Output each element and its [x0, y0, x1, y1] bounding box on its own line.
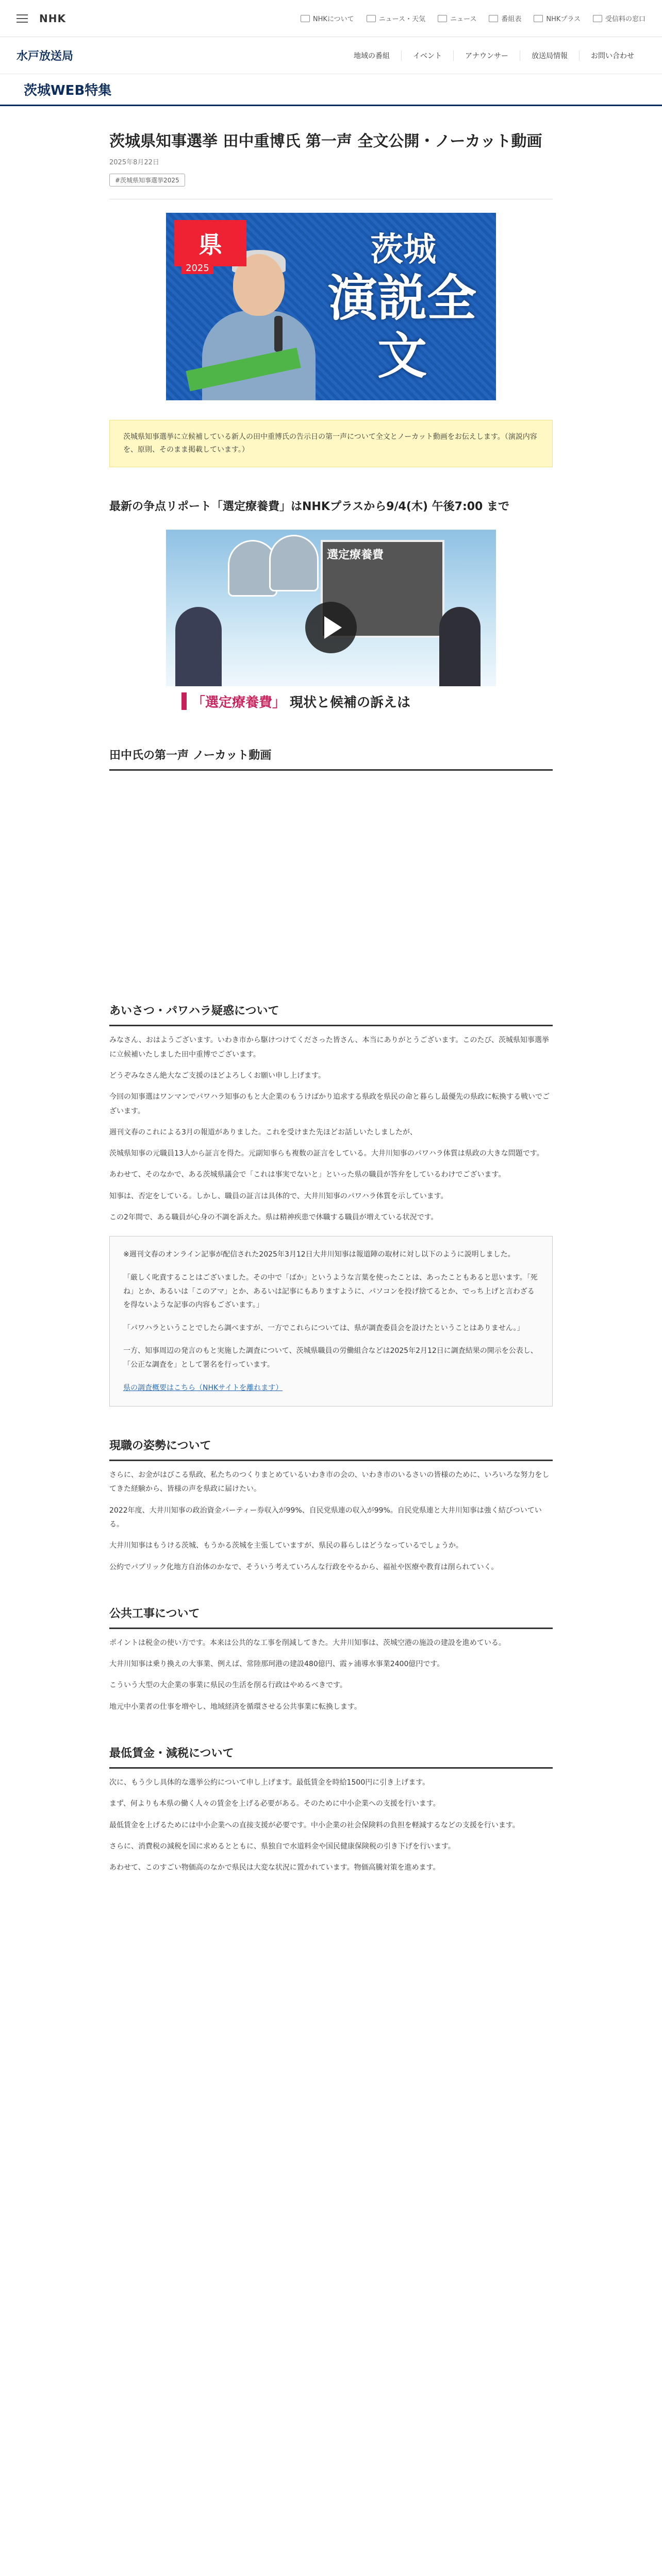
hero-image: [166, 213, 496, 400]
tv-guide-icon: [489, 15, 498, 22]
speech-video[interactable]: [109, 786, 553, 972]
newspaper-icon: [438, 15, 447, 22]
paragraph: どうぞみなさん絶大なご支援のほどよろしくお願い申し上げます。: [109, 1071, 325, 1080]
paragraph: 最低賃金を上げるためには中小企業への直接支援が必要です。中小企業の社会保険料の負担を軽減するなどの支援を行います。: [109, 1821, 520, 1829]
pref-badge: 県: [174, 220, 246, 266]
article-date: 2025年8月22日: [109, 159, 159, 166]
menu-icon[interactable]: [16, 14, 28, 23]
paragraph: 茨城県知事の元職員13人から証言を得た。元副知事らも複数の証言をしている。大井川知事のパワハラ体質は県政の大きな問題です。: [109, 1149, 544, 1158]
promo-video[interactable]: [166, 530, 496, 716]
nhk-plus-icon: [534, 15, 543, 22]
microphone-icon: [274, 316, 283, 352]
section-heading: あいさつ・パワハラ疑惑について: [109, 1003, 553, 1026]
paragraph: さらに、お金がはびこる県政、私たちのつくりまとめているいわき市の会の、いわき市のいるさいの皆様のために、いろいろな努力をしてきた経験から、皆様の声を県政に届けたい。: [109, 1471, 550, 1494]
paragraph: さらに、消費税の減税を国に求めるとともに、県独自で水道料金や国民健康保険税の引き下げを行います。: [109, 1842, 455, 1851]
intro-box: 茨城県知事選挙に立候補している新人の田中重博氏の告示日の第一声について全文とノーカット動画をお伝えします。（演説内容を、原則、そのまま掲載しています。）: [109, 420, 553, 467]
util-item-nhk-plus[interactable]: NHKプラス: [534, 13, 581, 23]
paragraph: 今回の知事選はワンマンでパワハラ知事のもと大企業のもうけばかり追求する県政を県民の命と暮らし最優先の県政に転換する戦いでございます。: [109, 1093, 550, 1115]
article-tag[interactable]: #茨城県知事選挙2025: [109, 174, 185, 187]
promo-heading: 最新の争点リポート「選定療養費」はNHKプラスから9/4(木) 午後7:00 まで: [109, 500, 510, 514]
quote-note: ※週刊文春のオンライン記事が配信された2025年3月12日大井川知事は報道陣の取材に対し以下のように説明しました。: [123, 1250, 515, 1259]
util-item-about[interactable]: NHKについて: [301, 13, 354, 23]
video-caption: 「選定療養費」 現状と候補の訴えは: [166, 686, 496, 716]
paragraph: 知事は、否定をしている。しかし、職員の証言は具体的で、大井川知事のパワハラ体質を示しています。: [109, 1192, 448, 1200]
nhk-logo[interactable]: NHK: [39, 12, 66, 25]
nav-contact[interactable]: お問い合わせ: [579, 50, 646, 61]
hero-year: 2025: [181, 262, 213, 274]
station-header: [0, 37, 662, 74]
util-item-news-weather[interactable]: ニュース・天気: [367, 13, 425, 23]
receipt-icon: [593, 15, 602, 22]
external-link[interactable]: 県の調査概要はこちら（NHKサイトを離れます）: [123, 1383, 283, 1392]
paragraph: 大井川知事はもうける茨城、もうかる茨城を主張していますが、県民の暮らしはどうなっているでしょうか。: [109, 1541, 463, 1550]
paragraph: あわせて、そのなかで、ある茨城県議会で「これは事実でないと」といった県の職員が答弁をしているわけでございます。: [109, 1171, 506, 1179]
top-header: [0, 0, 662, 37]
paragraph: 週刊文春のこれによる3月の報道がありました。これを受けまた先ほどお話しいたしましたが、: [109, 1128, 417, 1137]
nav-programs[interactable]: 地域の番組: [354, 52, 390, 60]
nhk-icon: [301, 15, 310, 22]
hero-pref-name: 茨城: [370, 231, 436, 269]
news-icon: [367, 15, 376, 22]
hero-headline: 演説全文: [328, 269, 476, 385]
play-icon[interactable]: [305, 602, 357, 653]
paragraph: こういう大型の大企業の事業に県民の生活を削る行政はやめるべきです。: [109, 1681, 347, 1690]
section-heading: 最低賃金・減税について: [109, 1745, 553, 1769]
quote-footer: 一方、知事周辺の発言のもと実施した調査について、茨城県職員の労働組合などは2025年2月12日に調査結果の開示を公表し、「公正な調査を」として署名を行っています。: [123, 1347, 538, 1369]
section-title-bar: [0, 74, 662, 106]
article-title: 茨城県知事選挙 田中重博氏 第一声 全文公開・ノーカット動画: [109, 132, 542, 150]
util-item-news[interactable]: ニュース: [438, 13, 476, 23]
paragraph: 地元中小業者の仕事を増やし、地域経済を循環させる公共事業に転換します。: [109, 1702, 361, 1711]
nav-events[interactable]: イベント: [401, 50, 453, 61]
section-heading: 公共工事について: [109, 1605, 553, 1629]
paragraph: この2年間で、ある職員が心身の不調を訴えた。県は精神疾患で休職する職員が増えている状況です。: [109, 1213, 438, 1222]
nav-station-info[interactable]: 放送局情報: [520, 50, 579, 61]
article: [109, 106, 553, 1875]
util-item-receipt[interactable]: 受信料の窓口: [593, 13, 646, 23]
paragraph: あわせて、このすごい物価高のなかで県民は大変な状況に置かれています。物価高騰対策を進めます。: [109, 1863, 440, 1872]
paragraph: まず、何よりも本県の働く人々の賃金を上げる必要がある。そのために中小企業への支援を行います。: [109, 1800, 440, 1808]
quote-text: 「厳しく叱責することはございました。その中で「ばか」というような言葉を使ったことは、あったこともあると思います。「死ね」とか、あるいは「このアマ」とか、あるいは記事にもありますように、パソコンを投げ捨てるとか、でっち上げと言わざるを得ないような記事の内容もございます。」: [123, 1273, 538, 1310]
speech-video-heading: 田中氏の第一声 ノーカット動画: [109, 747, 553, 771]
section-title[interactable]: 茨城WEB特集: [24, 83, 112, 98]
paragraph: 大井川知事は乗り換えの大事業、例えば、常陸那珂港の建設480億円、霞ヶ浦導水事業2400億円です。: [109, 1660, 444, 1669]
video-screen-title: 選定療養費: [327, 549, 384, 562]
station-name[interactable]: 水戸放送局: [16, 50, 74, 63]
nav-announcers[interactable]: アナウンサー: [453, 50, 520, 61]
paragraph: 2022年度、大井川知事の政治資金パーティー券収入が99%、自民党県連の収入が99%。自民党県連と大井川知事は強く結びついている。: [109, 1506, 542, 1529]
section-heading: 現職の姿勢について: [109, 1437, 553, 1461]
util-item-tv-guide[interactable]: 番組表: [489, 13, 521, 23]
paragraph: ポイントは税金の使い方です。本来は公共的な工事を削減してきた。大井川知事は、茨城空港の施設の建設を進めている。: [109, 1638, 506, 1647]
quote-text-2: 「パワハラということでしたら調べますが、一方でこれらについては、県が調査委員会を設けたということはありません。」: [123, 1324, 524, 1332]
paragraph: みなさん、おはようございます。いわき市から駆けつけてくださった皆さん、本当にありがとうございます。このたび、茨城県知事選挙に立候補いたしました田中重博でございます。: [109, 1036, 549, 1059]
paragraph: 公約でパブリック化地方自治体のかなで、そういう考えていろんな行政をやるから、福祉や医療や教育は削られていく。: [109, 1563, 499, 1571]
station-nav: [342, 50, 646, 61]
utility-nav: [301, 13, 646, 23]
quote-box: [109, 1236, 553, 1406]
paragraph: 次に、もう少し具体的な選挙公約について申し上げます。最低賃金を時給1500円に引き上げます。: [109, 1778, 430, 1787]
